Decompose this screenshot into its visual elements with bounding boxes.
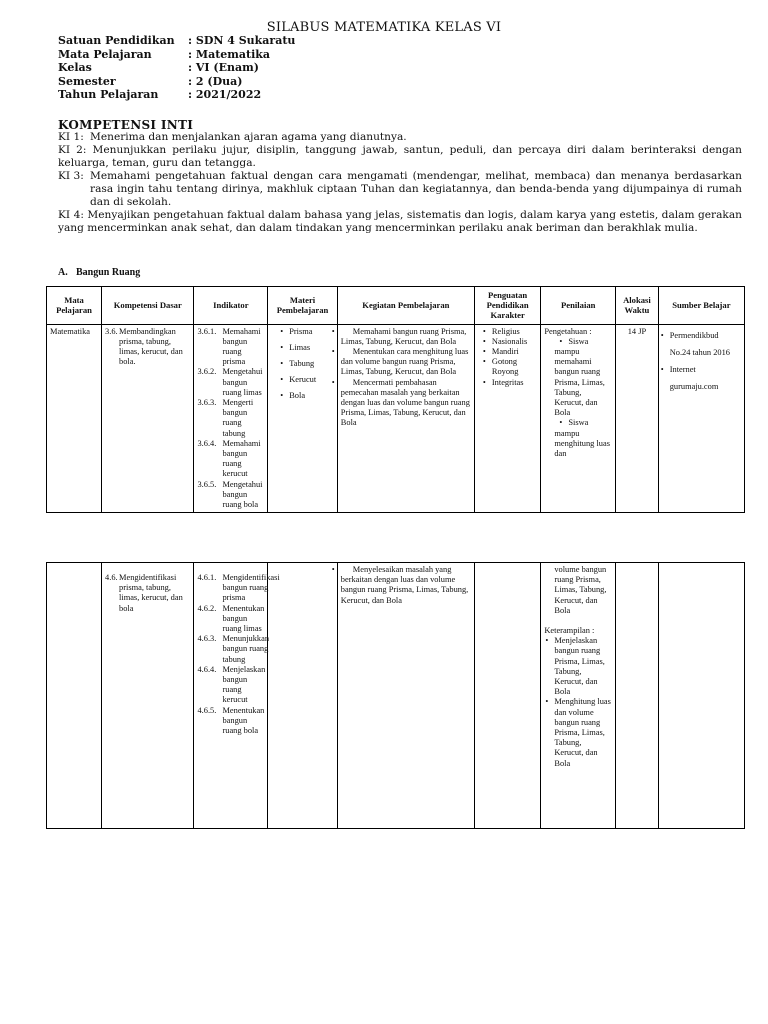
cell-kompetensi-dasar xyxy=(102,563,194,829)
cell-alokasi xyxy=(616,563,659,829)
penilaian-item: • Siswa mampu memahami bangun ruang Prisma, Limas, Tabung, Kerucut, dan Bola xyxy=(554,337,612,419)
cell-kompetensi-dasar xyxy=(102,324,194,513)
indikator-item: 4.6.1. Mengidentifikasi bangun ruang prisma xyxy=(197,573,280,603)
keterampilan-item: • Menjelaskan bangun ruang Prisma, Limas, Tabung, Kerucut, dan Bola xyxy=(554,636,612,697)
header-indikator: Indikator xyxy=(194,287,268,325)
kd-text: Membandingkan prisma, tabung, limas, kerucut, dan bola. xyxy=(119,326,183,367)
identity-label: Satuan Pendidikan xyxy=(58,34,175,47)
cell-mapel xyxy=(47,563,102,829)
header-materi: Materi Pembelajaran xyxy=(268,287,338,325)
kegiatan-item: • Menyelesaikan masalah yang berkaitan dengan luas dan volume bangun ruang Prisma, Limas, Tabung, Kerucut, dan Bola xyxy=(341,565,471,606)
header-penilaian: Penilaian xyxy=(541,287,616,325)
ki-code: KI 4: xyxy=(58,209,84,221)
identity-row xyxy=(58,75,388,89)
ki-item xyxy=(58,144,742,170)
indikator-item: 3.6.3. Mengerti bangun ruang tabung xyxy=(197,398,254,438)
ki-text: Menerima dan menjalankan ajaran agama yang dianutnya. xyxy=(90,131,407,143)
cell-kegiatan xyxy=(337,563,474,829)
section-title: Bangun Ruang xyxy=(76,267,141,278)
karakter-item: • Nasionalis xyxy=(492,337,537,347)
penilaian-heading: Pengetahuan : xyxy=(544,326,592,336)
cell-penilaian xyxy=(541,563,616,829)
section-heading xyxy=(58,267,140,278)
cell-kegiatan xyxy=(337,324,474,513)
syllabus-table xyxy=(46,286,745,513)
indikator-item: 3.6.5. Mengetahui bangun ruang bola xyxy=(197,479,263,510)
materi-item: • Limas xyxy=(289,343,334,353)
ki-code: KI 2: xyxy=(58,144,87,156)
indikator-item: 4.6.5. Menentukan bangun ruang bola xyxy=(197,705,265,736)
identity-label: Kelas xyxy=(58,61,92,74)
ki-text: Menyajikan pengetahuan faktual dalam bahasa yang jelas, sistematis dan logis, dalam karya yang estetis, dalam gerakan yang mencerminkan anak sehat, dan dalam tindakan yang mencerminkan perilaku anak beriman dan berakhlak mulia. xyxy=(58,209,742,234)
keterampilan-item: • Menghitung luas dan volume bangun ruang Prisma, Limas, Tabung, Kerucut, dan Bola xyxy=(554,697,612,768)
indikator-item: 4.6.2. Menentukan bangun ruang limas xyxy=(197,603,265,634)
section-letter: A. xyxy=(58,267,68,278)
karakter-item: • Integritas xyxy=(492,378,537,388)
kompetensi-inti-list xyxy=(58,131,742,235)
sumber-item: • Internet gurumaju.com xyxy=(670,361,741,395)
materi-item: • Bola xyxy=(289,391,334,401)
cell-indikator xyxy=(194,563,280,829)
cell-mapel: Matematika xyxy=(47,324,102,513)
document-title: SILABUS MATEMATIKA KELAS VI xyxy=(266,20,502,35)
ki-text: Menunjukkan perilaku jujur, disiplin, tanggung jawab, santun, peduli, dan percaya diri dalam berinteraksi dengan keluarga, teman, guru dan tetangga. xyxy=(58,144,743,169)
materi-item: • Tabung xyxy=(289,359,334,369)
ki-text: Memahami pengetahuan faktual dengan cara mengamati (mendengar, melihat, membaca) dan menanya berdasarkan rasa ingin tahu tentang dirinya, makhluk ciptaan Tuhan dan kegiatannya, dan benda-benda yang dijumpainya di rumah dan di sekolah. xyxy=(90,170,742,208)
kd-number: 3.6. xyxy=(105,326,118,336)
penilaian-continued: volume bangun ruang Prisma, Limas, Tabung, Kerucut, dan Bola xyxy=(554,565,607,615)
kegiatan-item: • Mencermati pembahasan pemecahan masalah yang berkaitan dengan luas dan volume bangun ruang Prisma, Limas, Tabung, Kerucut, dan Bola xyxy=(341,378,471,429)
identity-value: : 2021/2022 xyxy=(188,88,262,101)
materi-item: • Prisma xyxy=(289,327,334,337)
cell-karakter xyxy=(474,563,540,829)
table-header-row xyxy=(47,287,745,325)
indikator-item: 4.6.4. Menjelaskan bangun ruang kerucut xyxy=(197,664,266,705)
karakter-item: • Mandiri xyxy=(492,347,537,357)
identity-row xyxy=(58,48,388,62)
karakter-item: • Gotong Royong xyxy=(492,357,537,377)
table-row xyxy=(47,563,745,829)
karakter-item: • Religius xyxy=(492,327,537,337)
identity-row xyxy=(58,61,388,75)
cell-sumber xyxy=(658,324,744,513)
header-karakter: Penguatan Pendidikan Karakter xyxy=(474,287,540,325)
header-sumber: Sumber Belajar xyxy=(658,287,744,325)
indikator-item: 3.6.1. Memahami bangun ruang prisma xyxy=(197,326,261,367)
header-kegiatan: Kegiatan Pembelajaran xyxy=(337,287,474,325)
cell-indikator xyxy=(194,324,268,513)
header-mapel: Mata Pelajaran xyxy=(47,287,102,325)
cell-materi xyxy=(268,324,338,513)
kd-text: Mengidentifikasi prisma, tabung, limas, kerucut, dan bola xyxy=(119,573,183,613)
identity-row xyxy=(58,34,388,48)
kd-number: 4.6. xyxy=(105,573,118,582)
identity-label: Tahun Pelajaran xyxy=(58,88,159,101)
sumber-item: • Permendikbud No.24 tahun 2016 xyxy=(670,327,741,361)
indikator-item: 4.6.3. Menunjukkan bangun ruang tabung xyxy=(197,634,270,664)
identity-row xyxy=(58,88,388,102)
kompetensi-inti-heading: KOMPETENSI INTI xyxy=(58,118,194,132)
identity-block xyxy=(58,34,388,102)
ki-code: KI 1: xyxy=(58,131,84,143)
ki-item xyxy=(58,131,742,144)
header-alokasi: Alokasi Waktu xyxy=(616,287,659,325)
identity-value: : SDN 4 Sukaratu xyxy=(188,34,296,47)
identity-value: : Matematika xyxy=(188,47,271,61)
materi-item: • Kerucut xyxy=(289,375,334,385)
syllabus-table-continued xyxy=(46,562,745,829)
keterampilan-heading: Keterampilan : xyxy=(544,626,595,636)
identity-label: Mata Pelajaran xyxy=(58,47,152,61)
header-kompetensi-dasar: Kompetensi Dasar xyxy=(102,287,194,325)
ki-code: KI 3: xyxy=(58,170,84,182)
identity-value: : 2 (Dua) xyxy=(188,74,243,88)
kegiatan-item: • Menentukan cara menghitung luas dan volume bangun ruang Prisma, Limas, Tabung, Kerucut, dan Bola xyxy=(341,347,471,378)
penilaian-item: • Siswa mampu menghitung luas dan xyxy=(554,418,612,459)
ki-item xyxy=(58,170,742,209)
cell-karakter xyxy=(474,324,540,513)
indikator-item: 3.6.2. Mengetahui bangun ruang limas xyxy=(197,367,263,397)
ki-item xyxy=(58,209,742,235)
cell-sumber xyxy=(658,563,744,829)
table-row xyxy=(47,324,745,513)
identity-value: : VI (Enam) xyxy=(188,61,259,74)
cell-penilaian xyxy=(541,324,616,513)
cell-alokasi: 14 JP xyxy=(616,324,659,513)
indikator-item: 3.6.4. Memahami bangun ruang kerucut xyxy=(197,438,261,479)
identity-label: Semester xyxy=(58,74,116,88)
kegiatan-item: • Memahami bangun ruang Prisma, Limas, Tabung, Kerucut, dan Bola xyxy=(341,327,471,347)
